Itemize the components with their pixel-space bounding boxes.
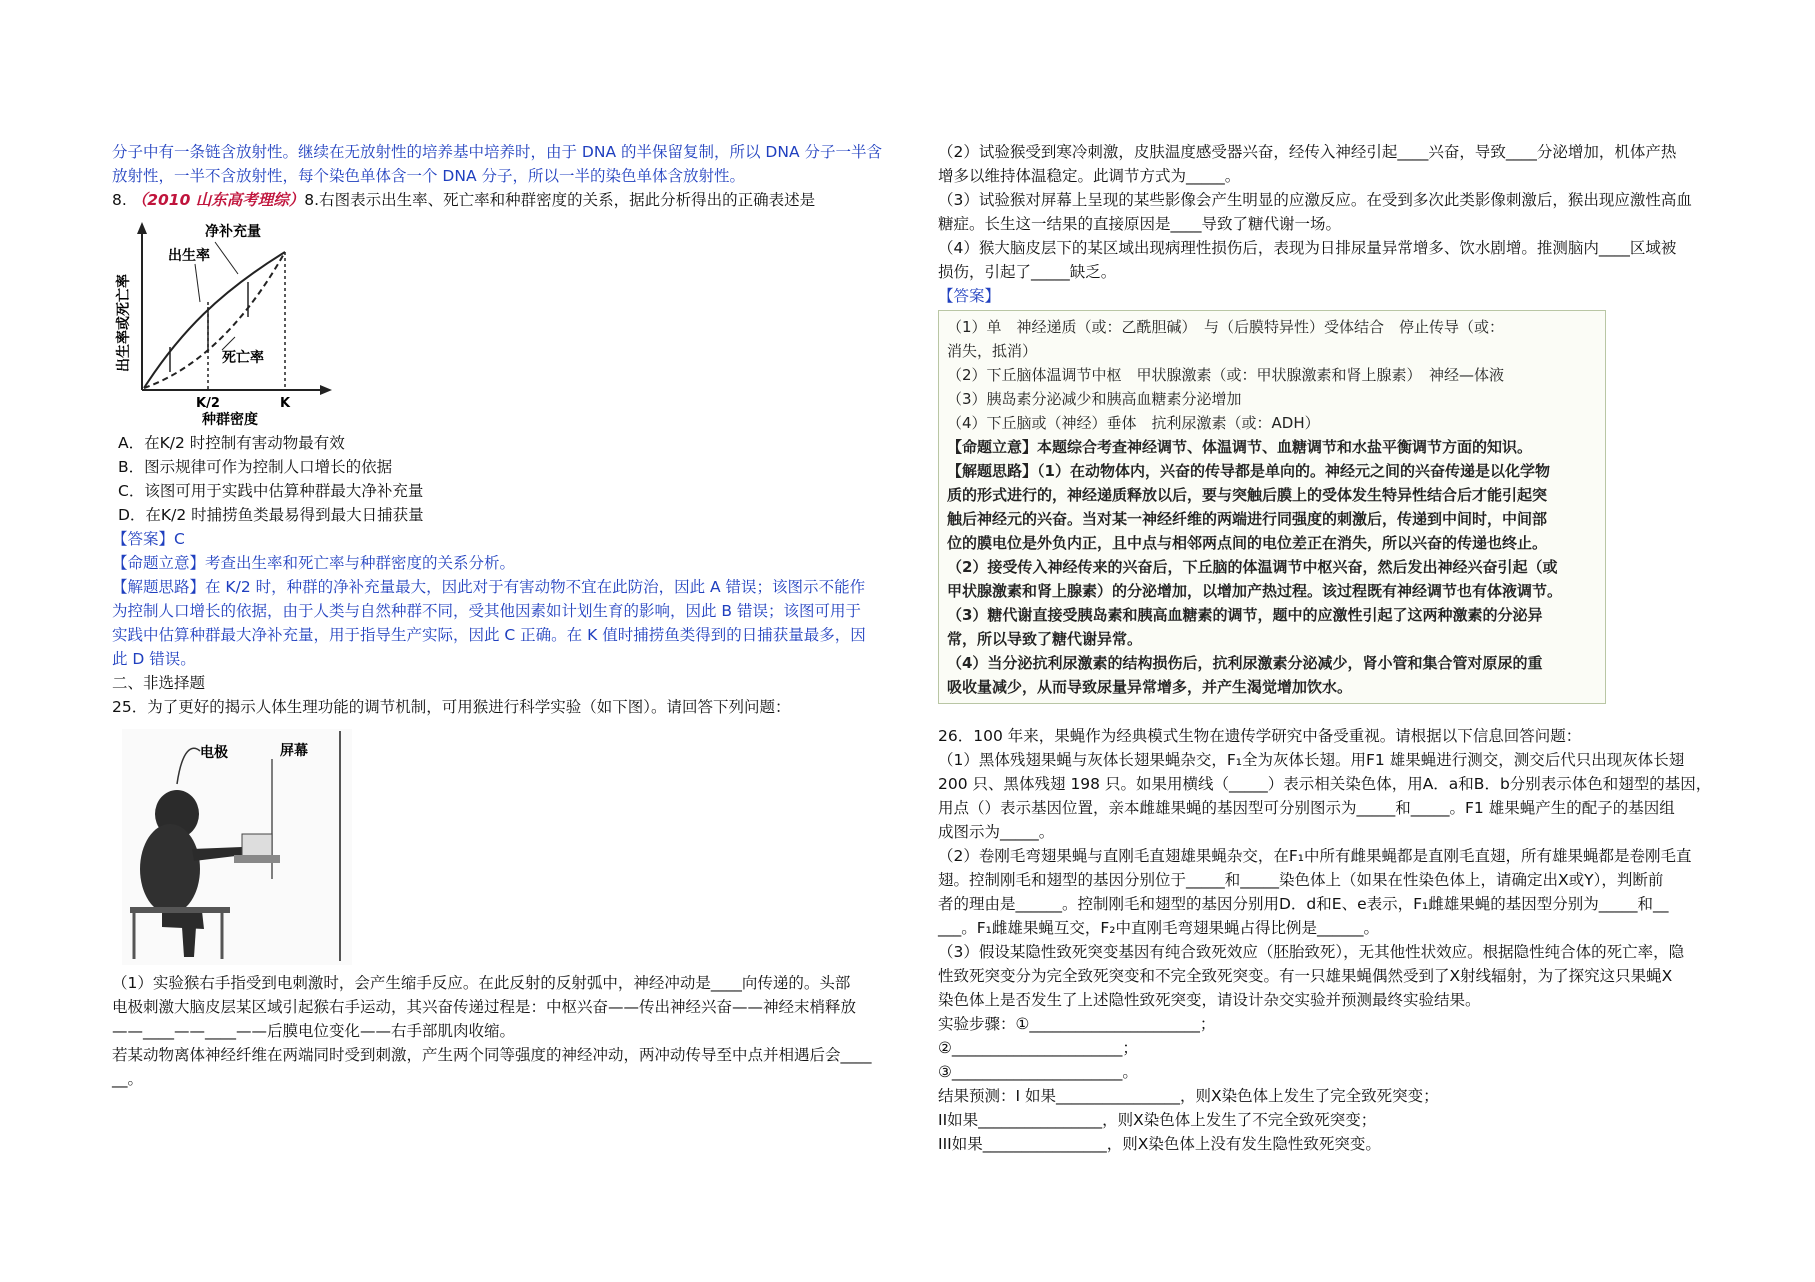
answer-line: 吸收量减少，从而导致尿量异常增多，并产生渴觉增加饮水。: [947, 678, 1353, 696]
y-axis-arrow: [137, 222, 147, 234]
q26-line: 染色体上是否发生了上述隐性致死突变，请设计杂交实验并预测最终实验结果。: [938, 991, 1481, 1009]
q8-answer: 【答案】C: [112, 530, 185, 548]
q25-part2-line-1: （2）试验猴受到寒冷刺激，皮肤温度感受器兴奋，经传入神经引起____兴奋，导致____分泌增加，机体产热: [938, 143, 1677, 161]
q8-option-d: D．在K/2 时捕捞鱼类最易得到最大日捕获量: [118, 506, 424, 524]
device-table: [234, 855, 280, 863]
q26-line: 200 只、黑体残翅 198 只。如果用横线（_____）表示相关染色体，用A．a和B．b分别表示体色和翅型的基因，: [938, 775, 1712, 793]
net-pointer: [215, 242, 238, 274]
q25-part1-line-4: 若某动物离体神经纤维在两端同时受到刺激，产生两个同等强度的神经冲动，两冲动传导至中点并相遇后会____: [112, 1046, 872, 1064]
answer-line: 【命题立意】本题综合考查神经调节、体温调节、血糖调节和水盐平衡调节方面的知识。: [947, 438, 1533, 456]
tick-k: K: [280, 396, 291, 411]
label-screen: 屏幕: [280, 743, 308, 759]
answer-line: 位的膜电位是外负内正，且中点与相邻两点间的电位差正在消失，所以兴奋的传递也终止。: [947, 534, 1548, 552]
q8-graph: [110, 212, 350, 427]
q8-option-c: C．该图可用于实践中估算种群最大净补充量: [118, 482, 424, 500]
q26-line: （2）卷刚毛弯翅果蝇与直刚毛直翅雄果蝇杂交，在F₁中所有雌果蝇都是直刚毛直翅，所有雄果蝇都是卷刚毛直: [938, 847, 1692, 865]
label-electrode: 电极: [200, 745, 228, 761]
q8-source: （2010 山东高考理综）: [131, 191, 305, 209]
death-pointer: [222, 337, 235, 350]
q25-stem: 25．为了更好的揭示人体生理功能的调节机制，可用猴进行科学实验（如下图）。请回答下列问题：: [112, 698, 791, 716]
q25-answer-box: [938, 310, 1606, 704]
q8-figure: [110, 212, 350, 427]
label-net: 净补充量: [205, 224, 261, 240]
device-box: [242, 834, 272, 856]
answer-line: （4）下丘脑或（神经）垂体 抗利尿激素（或：ADH）: [947, 414, 1320, 432]
answer-line: （2）下丘脑体温调节中枢 甲状腺激素（或：甲状腺激素和肾上腺素） 神经—体液: [947, 366, 1505, 384]
birth-rate-curve: [144, 252, 285, 388]
death-rate-curve: [144, 252, 285, 388]
label-birth: 出生率: [168, 248, 210, 264]
q25-figure: [122, 729, 352, 965]
q26-line: （1）黑体残翅果蝇与灰体长翅果蝇杂交，F₁全为灰体长翅。用F1 雄果蝇进行测交，测交后代只出现灰体长翅: [938, 751, 1685, 769]
q8-stem-line: [112, 188, 897, 212]
intro-line-2: 放射性，一半不含放射性，每个染色单体含一个 DNA 分子，所以一半的染色单体含放射性。: [112, 167, 745, 185]
q26-line: ②______________________；: [938, 1039, 1138, 1057]
q26-line: 翅。控制刚毛和翅型的基因分别位于_____和_____染色体上（如果在性染色体上，请确定出X或Y），判断前: [938, 871, 1664, 889]
q26-line: 实验步骤：①______________________；: [938, 1015, 1216, 1033]
monkey-body: [140, 824, 200, 914]
left-column: [112, 140, 897, 1091]
section-heading: 二、非选择题: [112, 674, 206, 692]
answer-line: 触后神经元的兴奋。当对某一神经纤维的两端进行同强度的刺激后，传递到中间时，中间部: [947, 510, 1548, 528]
q8-stem: 8.右图表示出生率、死亡率和种群密度的关系，据此分析得出的正确表述是: [304, 191, 816, 209]
chair-seat: [130, 907, 230, 913]
monkey-illustration: [122, 729, 352, 965]
y-label: 出生率或死亡率: [116, 274, 132, 372]
q8-analysis-3: 实践中估算种群最大净补充量，用于指导生产实际，因此 C 正确。在 K 值时捕捞鱼类得到的日捕获量最多，因: [112, 626, 866, 644]
monkey-shin: [182, 927, 196, 957]
q8-intent: 【命题立意】考查出生率和死亡率与种群密度的关系分析。: [112, 554, 516, 572]
answer-line: 【解题思路】（1）在动物体内，兴奋的传导都是单向的。神经元之间的兴奋传递是以化学物: [947, 462, 1550, 480]
intro-line-1: 分子中有一条链含放射性。继续在无放射性的培养基中培养时，由于 DNA 的半保留复制，所以 DNA 分子一半含: [112, 143, 882, 161]
answer-line: 消失，抵消）: [947, 342, 1038, 360]
q25-part1-line-2: 电极刺激大脑皮层某区域引起猴右手运动，其兴奋传递过程是：中枢兴奋——传出神经兴奋——神经末梢释放: [112, 998, 857, 1016]
q26-line: 结果预测：I 如果________________，则X染色体上发生了完全致死突变；: [938, 1087, 1439, 1105]
answer-line: 质的形式进行的，神经递质释放以后，要与突触后膜上的受体发生特异性结合后才能引起突: [947, 486, 1548, 504]
q26-line: 用点（）表示基因位置，亲本雌雄果蝇的基因型可分别图示为_____和_____。F1 雄果蝇产生的配子的基因组: [938, 799, 1675, 817]
q8-analysis-2: 为控制人口增长的依据，由于人类与自然种群不同，受其他因素如计划生育的影响，因此 B 错误；该图可用于: [112, 602, 861, 620]
q8-analysis-4: 此 D 错误。: [112, 650, 196, 668]
answer-line: （2）接受传入神经传来的兴奋后，下丘脑的体温调节中枢兴奋，然后发出神经兴奋引起（或: [947, 558, 1558, 576]
q26-line: 者的理由是______。控制刚毛和翅型的基因分别用D．d和E、e表示，F₁雌雄果蝇的基因型分别为_____和__: [938, 895, 1669, 913]
q8-option-a: A．在K/2 时控制有害动物最有效: [118, 434, 345, 452]
answer-line: 常，所以导致了糖代谢异常。: [947, 630, 1143, 648]
q25-part3-line-2: 糖症。长生这一结果的直接原因是____导致了糖代谢一场。: [938, 215, 1342, 233]
q26-line: （3）假设某隐性致死突变基因有纯合致死效应（胚胎致死），无其他性状效应。根据隐性纯合体的死亡率，隐: [938, 943, 1685, 961]
q26-line: 成图示为_____。: [938, 823, 1055, 841]
answer-line: 甲状腺激素和肾上腺素）的分泌增加，以增加产热过程。该过程既有神经调节也有体液调节。: [947, 582, 1563, 600]
label-death: 死亡率: [222, 350, 264, 366]
x-axis-arrow: [320, 385, 332, 395]
q25-part1-line-5: __。: [112, 1070, 144, 1088]
q26-line: 性致死突变分为完全致死突变和不完全致死突变。有一只雄果蝇偶然受到了X射线辐射，为了探究这只果蝇X: [938, 967, 1673, 985]
spacer: [938, 712, 1738, 724]
q25-part4-line-1: （4）猴大脑皮层下的某区域出现病理性损伤后，表现为日排尿量异常增多、饮水剧增。推测脑内____区域被: [938, 239, 1677, 257]
q25-part1-line-3: ——____——____——后膜电位变化——右手部肌肉收缩。: [112, 1022, 516, 1040]
q25-part2-line-2: 增多以维持体温稳定。此调节方式为_____。: [938, 167, 1241, 185]
q26-line: ___。F₁雌雄果蝇互交，F₂中直刚毛弯翅果蝇占得比例是______。: [938, 919, 1380, 937]
birth-pointer: [195, 264, 200, 302]
q26-line: ③______________________。: [938, 1063, 1138, 1081]
q26-line: 26．100 年来，果蝇作为经典模式生物在遗传学研究中备受重视。请根据以下信息回答问题：: [938, 727, 1582, 745]
x-label: 种群密度: [202, 412, 258, 427]
q8-number: 8.: [112, 191, 127, 209]
answer-line: （4）当分泌抗利尿激素的结构损伤后，抗利尿激素分泌减少，肾小管和集合管对原尿的重: [947, 654, 1543, 672]
tick-k2: K/2: [196, 396, 220, 411]
answer-line: （3）糖代谢直接受胰岛素和胰高血糖素的调节，题中的应激性引起了这两种激素的分泌异: [947, 606, 1543, 624]
q26-line: II如果________________，则X染色体上发生了不完全致死突变；: [938, 1111, 1377, 1129]
right-column: [938, 140, 1738, 1156]
q25-part4-line-2: 损伤，引起了_____缺乏。: [938, 263, 1117, 281]
q25-answer-label: 【答案】: [938, 287, 1001, 305]
answer-line: （1）单 神经递质（或：乙酰胆碱） 与（后膜特异性）受体结合 停止传导（或：: [947, 318, 1505, 336]
answer-line: （3）胰岛素分泌减少和胰高血糖素分泌增加: [947, 390, 1242, 408]
q8-option-b: B．图示规律可作为控制人口增长的依据: [118, 458, 393, 476]
q25-part3-line-1: （3）试验猴对屏幕上呈现的某些影像会产生明显的应激反应。在受到多次此类影像刺激后，猴出现应激性高血: [938, 191, 1692, 209]
q8-analysis-1: 【解题思路】在 K/2 时，种群的净补充量最大，因此对于有害动物不宜在此防治，因此 A 错误；该图示不能作: [112, 578, 866, 596]
q26-line: III如果________________，则X染色体上没有发生隐性致死突变。: [938, 1135, 1381, 1153]
q25-part1-line-1: （1）实验猴右手指受到电刺激时，会产生缩手反应。在此反射的反射弧中，神经冲动是____向传递的。头部: [112, 974, 851, 992]
